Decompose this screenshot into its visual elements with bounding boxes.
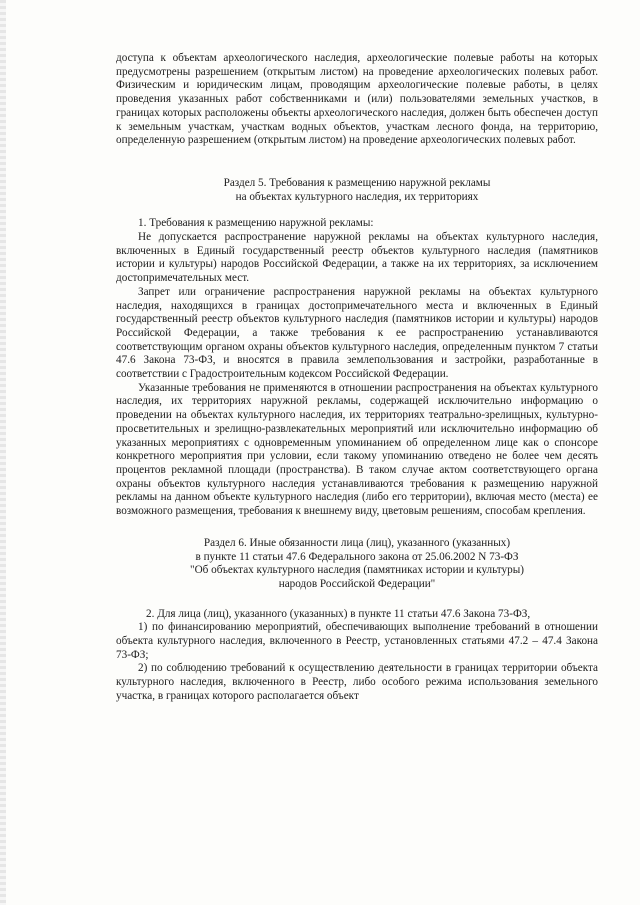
section6-subitem2: 2) по соблюдению требований к осуществлению деятельности в границах территории объекта культурного наследия, включенного в Реестр, либо особого режима использования земельного участка, в границах которого располагается объект xyxy=(116,662,598,702)
section6-title-line2: в пункте 11 статьи 47.6 Федерального закона от 25.06.2002 N 73-ФЗ xyxy=(195,550,519,563)
section6-title-line1: Раздел 6. Иные обязанности лица (лиц), указанного (указанных) xyxy=(203,536,511,549)
intro-paragraph: доступа к объектам археологического наследия, археологические полевые работы на которых предусмотрены разрешением (открытым листом) на проведение археологических полевых работ. Физическим и юридическим лицам, проводящим археологические полевые работы, в целях проведения указанных работ собственниками и (или) пользователями земельных участков, в границах которых расположены объекты археологического наследия, должен быть обеспечен доступ к земельным участкам, участкам водных объектов, участкам лесного фонда, на территорию, определенную разрешением (открытым листом) на проведение археологических полевых работ. xyxy=(116,52,598,147)
document-body xyxy=(116,52,598,704)
section6-subitem1: 1) по финансированию мероприятий, обеспечивающих выполнение требований в отношении объекта культурного наследия, включенного в Реестр, установленных статьями 47.2 – 47.4 Закона 73-ФЗ; xyxy=(116,621,598,661)
section5-paragraph2: Запрет или ограничение распространения наружной рекламы на объектах культурного наследия, находящихся в границах достопримечательного места и включенных в Единый государственный реестр объектов культурного наследия (памятников истории и культуры) народов Российской Федерации, а также требования к ее распространению устанавливаются соответствующим органом охраны объектов культурного наследия, определенным пунктом 7 статьи 47.6 Закона 73-ФЗ, и вносятся в правила землепользования и застройки, разработанные в соответствии с Градостроительным кодексом Российской Федерации. xyxy=(116,285,598,381)
section6-title-line4: народов Российской Федерации" xyxy=(278,577,436,590)
section5-paragraph3: Указанные требования не применяются в отношении распространения на объектах культурного наследия, их территориях наружной рекламы, содержащей исключительно информацию о проведении на объектах культурного наследия, их территориях театрально-зрелищных, культурно-просветительных и зрелищно-развлекательных мероприятий или исключительно информацию об указанных мероприятиях с одновременным упоминанием об определенном лице как о спонсоре конкретного мероприятия при условии, если такому упоминанию отведено не более чем десять процентов рекламной площади (пространства). В таком случае актом соответствующего органа охраны объектов культурного наследия устанавливаются требования к размещению наружной рекламы на данном объекте культурного наследия (либо его территории), включая место (места) ее возможного размещения, требования к внешнему виду, цветовым решениям, способам крепления. xyxy=(116,381,598,518)
section5-paragraph1: Не допускается распространение наружной рекламы на объектах культурного наследия, включенных в Единый государственный реестр объектов культурного наследия (памятников истории и культуры) народов Российской Федерации, а также на их территориях, за исключением достопримечательных мест. xyxy=(116,231,598,285)
section5-item1-heading: 1. Требования к размещению наружной рекламы: xyxy=(138,217,374,230)
scan-edge xyxy=(0,0,6,905)
section5-title-line2: на объектах культурного наследия, их территориях xyxy=(235,190,479,203)
section6-item2: 2. Для лица (лиц), указанного (указанных) в пункте 11 статьи 47.6 Закона 73-ФЗ, xyxy=(146,607,531,620)
section6-title-line3: "Об объектах культурного наследия (памятниках истории и культуры) xyxy=(190,564,524,577)
section5-title-line1: Раздел 5. Требования к размещению наружной рекламы xyxy=(223,176,491,189)
